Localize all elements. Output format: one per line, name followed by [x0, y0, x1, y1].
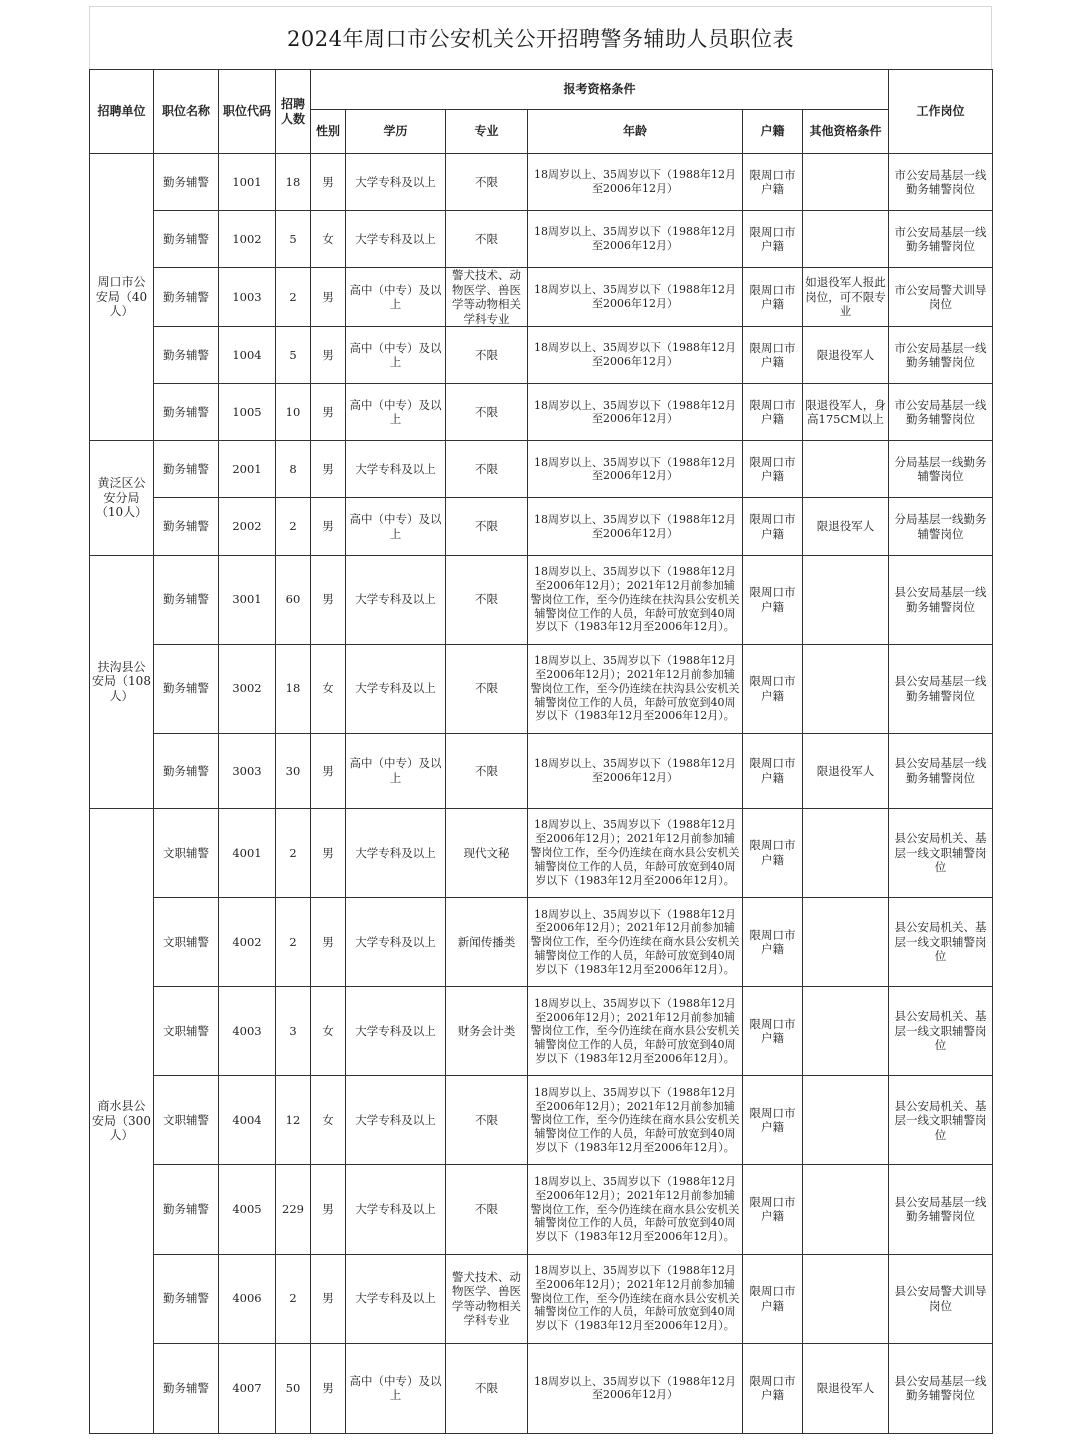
table-row — [90, 555, 993, 644]
position-code-cell: 1004 — [219, 327, 276, 384]
gender-cell: 男 — [311, 268, 346, 327]
other-conditions-cell: 限退役军人 — [803, 1343, 889, 1433]
position-name-cell: 勤务辅警 — [154, 1165, 219, 1254]
work-post-cell: 县公安局机关、基层一线文职辅警岗位 — [889, 808, 993, 897]
gender-cell: 男 — [311, 733, 346, 808]
major-cell: 不限 — [446, 154, 528, 211]
gender-cell: 男 — [311, 327, 346, 384]
header-conditions: 报考资格条件 — [311, 70, 889, 110]
position-code-cell: 1001 — [219, 154, 276, 211]
gender-cell: 男 — [311, 498, 346, 555]
education-cell: 大学专科及以上 — [346, 644, 446, 733]
education-cell: 高中（中专）及以上 — [346, 498, 446, 555]
header-major: 专业 — [446, 110, 528, 154]
position-code-cell: 3001 — [219, 555, 276, 644]
position-name-cell: 文职辅警 — [154, 1076, 219, 1165]
age-cell: 18周岁以上、35周岁以下（1988年12月至2006年12月） — [528, 733, 743, 808]
education-cell: 大学专科及以上 — [346, 1165, 446, 1254]
major-cell: 不限 — [446, 1076, 528, 1165]
table-row — [90, 268, 993, 327]
header-gender: 性别 — [311, 110, 346, 154]
table-row — [90, 1165, 993, 1254]
gender-cell: 男 — [311, 1254, 346, 1343]
education-cell: 高中（中专）及以上 — [346, 327, 446, 384]
recruit-count-cell: 18 — [276, 154, 311, 211]
recruit-count-cell: 5 — [276, 327, 311, 384]
recruit-count-cell: 3 — [276, 987, 311, 1076]
header-count: 招聘人数 — [276, 70, 311, 154]
table-row — [90, 733, 993, 808]
position-name-cell: 文职辅警 — [154, 987, 219, 1076]
major-cell: 不限 — [446, 211, 528, 268]
education-cell: 大学专科及以上 — [346, 898, 446, 987]
position-name-cell: 勤务辅警 — [154, 498, 219, 555]
gender-cell: 男 — [311, 441, 346, 498]
position-code-cell: 1003 — [219, 268, 276, 327]
education-cell: 大学专科及以上 — [346, 211, 446, 268]
age-cell: 18周岁以上、35周岁以下（1988年12月至2006年12月）；2021年12月前参加辅警岗位工作，至今仍连续在商水县公安机关辅警岗位工作的人员，年龄可放宽到40周岁以下（1983年12月至2006年12月）。 — [528, 1076, 743, 1165]
recruiting-unit-cell: 黄泛区公安分局（10人） — [90, 441, 154, 555]
work-post-cell: 市公安局警犬训导岗位 — [889, 268, 993, 327]
other-conditions-cell — [803, 808, 889, 897]
gender-cell: 男 — [311, 1165, 346, 1254]
other-conditions-cell: 限退役军人，身高175CM以上 — [803, 384, 889, 441]
recruit-count-cell: 5 — [276, 211, 311, 268]
age-cell: 18周岁以上、35周岁以下（1988年12月至2006年12月）；2021年12月前参加辅警岗位工作，至今仍连续在商水县公安机关辅警岗位工作的人员，年龄可放宽到40周岁以下（1983年12月至2006年12月）。 — [528, 987, 743, 1076]
header-age: 年龄 — [528, 110, 743, 154]
hukou-cell: 限周口市户籍 — [743, 1254, 803, 1343]
education-cell: 大学专科及以上 — [346, 154, 446, 211]
work-post-cell: 县公安局机关、基层一线文职辅警岗位 — [889, 1076, 993, 1165]
education-cell: 大学专科及以上 — [346, 1254, 446, 1343]
position-name-cell: 勤务辅警 — [154, 555, 219, 644]
major-cell: 不限 — [446, 384, 528, 441]
age-cell: 18周岁以上、35周岁以下（1988年12月至2006年12月）；2021年12月前参加辅警岗位工作，至今仍连续在扶沟县公安机关辅警岗位工作的人员，年龄可放宽到40周岁以下（1983年12月至2006年12月）。 — [528, 555, 743, 644]
hukou-cell: 限周口市户籍 — [743, 808, 803, 897]
hukou-cell: 限周口市户籍 — [743, 898, 803, 987]
other-conditions-cell — [803, 898, 889, 987]
work-post-cell: 市公安局基层一线勤务辅警岗位 — [889, 154, 993, 211]
work-post-cell: 县公安局基层一线勤务辅警岗位 — [889, 644, 993, 733]
recruiting-unit-cell: 周口市公安局（40人） — [90, 154, 154, 441]
recruit-count-cell: 8 — [276, 441, 311, 498]
other-conditions-cell — [803, 1165, 889, 1254]
age-cell: 18周岁以上、35周岁以下（1988年12月至2006年12月） — [528, 211, 743, 268]
gender-cell: 男 — [311, 898, 346, 987]
age-cell: 18周岁以上、35周岁以下（1988年12月至2006年12月） — [528, 441, 743, 498]
education-cell: 大学专科及以上 — [346, 987, 446, 1076]
position-code-cell: 4006 — [219, 1254, 276, 1343]
other-conditions-cell — [803, 211, 889, 268]
position-code-cell: 3002 — [219, 644, 276, 733]
education-cell: 高中（中专）及以上 — [346, 1343, 446, 1433]
position-name-cell: 勤务辅警 — [154, 1343, 219, 1433]
major-cell: 不限 — [446, 1343, 528, 1433]
age-cell: 18周岁以上、35周岁以下（1988年12月至2006年12月） — [528, 1343, 743, 1433]
work-post-cell: 市公安局基层一线勤务辅警岗位 — [889, 384, 993, 441]
position-code-cell: 4003 — [219, 987, 276, 1076]
position-code-cell: 4005 — [219, 1165, 276, 1254]
title-box — [89, 6, 992, 69]
work-post-cell: 县公安局基层一线勤务辅警岗位 — [889, 733, 993, 808]
education-cell: 高中（中专）及以上 — [346, 384, 446, 441]
education-cell: 大学专科及以上 — [346, 808, 446, 897]
table-row — [90, 987, 993, 1076]
recruit-count-cell: 30 — [276, 733, 311, 808]
table-row — [90, 898, 993, 987]
work-post-cell: 分局基层一线勤务辅警岗位 — [889, 498, 993, 555]
major-cell: 财务会计类 — [446, 987, 528, 1076]
recruit-count-cell: 18 — [276, 644, 311, 733]
hukou-cell: 限周口市户籍 — [743, 154, 803, 211]
age-cell: 18周岁以上、35周岁以下（1988年12月至2006年12月）；2021年12月前参加辅警岗位工作，至今仍连续在商水县公安机关辅警岗位工作的人员，年龄可放宽到40周岁以下（1983年12月至2006年12月）。 — [528, 808, 743, 897]
gender-cell: 男 — [311, 1343, 346, 1433]
major-cell: 不限 — [446, 555, 528, 644]
other-conditions-cell — [803, 441, 889, 498]
page-title: 2024年周口市公安机关公开招聘警务辅助人员职位表 — [287, 27, 794, 51]
hukou-cell: 限周口市户籍 — [743, 555, 803, 644]
hukou-cell: 限周口市户籍 — [743, 733, 803, 808]
other-conditions-cell: 如退役军人报此岗位，可不限专业 — [803, 268, 889, 327]
age-cell: 18周岁以上、35周岁以下（1988年12月至2006年12月） — [528, 327, 743, 384]
table-row — [90, 1254, 993, 1343]
position-name-cell: 文职辅警 — [154, 808, 219, 897]
header-row-1 — [90, 70, 993, 110]
recruit-count-cell: 60 — [276, 555, 311, 644]
positions-table — [89, 69, 993, 1434]
recruit-count-cell: 2 — [276, 808, 311, 897]
work-post-cell: 县公安局机关、基层一线文职辅警岗位 — [889, 898, 993, 987]
work-post-cell: 市公安局基层一线勤务辅警岗位 — [889, 327, 993, 384]
hukou-cell: 限周口市户籍 — [743, 987, 803, 1076]
hukou-cell: 限周口市户籍 — [743, 1165, 803, 1254]
header-post: 工作岗位 — [889, 70, 993, 154]
gender-cell: 男 — [311, 808, 346, 897]
work-post-cell: 县公安局基层一线勤务辅警岗位 — [889, 555, 993, 644]
age-cell: 18周岁以上、35周岁以下（1988年12月至2006年12月）；2021年12月前参加辅警岗位工作，至今仍连续在扶沟县公安机关辅警岗位工作的人员，年龄可放宽到40周岁以下（1983年12月至2006年12月）。 — [528, 644, 743, 733]
hukou-cell: 限周口市户籍 — [743, 498, 803, 555]
age-cell: 18周岁以上、35周岁以下（1988年12月至2006年12月）；2021年12月前参加辅警岗位工作，至今仍连续在商水县公安机关辅警岗位工作的人员，年龄可放宽到40周岁以下（1983年12月至2006年12月）。 — [528, 1254, 743, 1343]
table-row — [90, 644, 993, 733]
major-cell: 不限 — [446, 441, 528, 498]
position-name-cell: 勤务辅警 — [154, 384, 219, 441]
header-education: 学历 — [346, 110, 446, 154]
recruit-count-cell: 229 — [276, 1165, 311, 1254]
table-row — [90, 154, 993, 211]
major-cell: 不限 — [446, 733, 528, 808]
table-row — [90, 441, 993, 498]
gender-cell: 女 — [311, 1076, 346, 1165]
hukou-cell: 限周口市户籍 — [743, 644, 803, 733]
gender-cell: 男 — [311, 555, 346, 644]
education-cell: 大学专科及以上 — [346, 555, 446, 644]
major-cell: 不限 — [446, 1165, 528, 1254]
age-cell: 18周岁以上、35周岁以下（1988年12月至2006年12月）；2021年12月前参加辅警岗位工作，至今仍连续在商水县公安机关辅警岗位工作的人员，年龄可放宽到40周岁以下（1983年12月至2006年12月）。 — [528, 1165, 743, 1254]
work-post-cell: 县公安局基层一线勤务辅警岗位 — [889, 1165, 993, 1254]
other-conditions-cell — [803, 987, 889, 1076]
table-row — [90, 1343, 993, 1433]
major-cell: 警犬技术、动物医学、兽医学等动物相关学科专业 — [446, 1254, 528, 1343]
other-conditions-cell — [803, 1254, 889, 1343]
position-code-cell: 2002 — [219, 498, 276, 555]
document-page — [89, 6, 992, 1436]
major-cell: 警犬技术、动物医学、兽医学等动物相关学科专业 — [446, 268, 528, 327]
gender-cell: 男 — [311, 154, 346, 211]
recruit-count-cell: 2 — [276, 898, 311, 987]
position-name-cell: 勤务辅警 — [154, 268, 219, 327]
position-code-cell: 4002 — [219, 898, 276, 987]
other-conditions-cell — [803, 1076, 889, 1165]
header-other: 其他资格条件 — [803, 110, 889, 154]
header-position-name: 职位名称 — [154, 70, 219, 154]
recruiting-unit-cell: 扶沟县公安局（108人） — [90, 555, 154, 808]
hukou-cell: 限周口市户籍 — [743, 211, 803, 268]
education-cell: 高中（中专）及以上 — [346, 268, 446, 327]
position-name-cell: 勤务辅警 — [154, 327, 219, 384]
work-post-cell: 县公安局基层一线勤务辅警岗位 — [889, 1343, 993, 1433]
other-conditions-cell — [803, 555, 889, 644]
major-cell: 不限 — [446, 644, 528, 733]
gender-cell: 女 — [311, 987, 346, 1076]
hukou-cell: 限周口市户籍 — [743, 268, 803, 327]
age-cell: 18周岁以上、35周岁以下（1988年12月至2006年12月）；2021年12月前参加辅警岗位工作，至今仍连续在商水县公安机关辅警岗位工作的人员，年龄可放宽到40周岁以下（1983年12月至2006年12月）。 — [528, 898, 743, 987]
education-cell: 大学专科及以上 — [346, 1076, 446, 1165]
other-conditions-cell: 限退役军人 — [803, 733, 889, 808]
position-code-cell: 2001 — [219, 441, 276, 498]
recruit-count-cell: 10 — [276, 384, 311, 441]
table-body — [90, 154, 993, 1434]
gender-cell: 女 — [311, 644, 346, 733]
position-name-cell: 勤务辅警 — [154, 1254, 219, 1343]
age-cell: 18周岁以上、35周岁以下（1988年12月至2006年12月） — [528, 154, 743, 211]
major-cell: 不限 — [446, 327, 528, 384]
gender-cell: 女 — [311, 211, 346, 268]
recruit-count-cell: 2 — [276, 268, 311, 327]
position-code-cell: 1005 — [219, 384, 276, 441]
position-name-cell: 勤务辅警 — [154, 733, 219, 808]
header-unit: 招聘单位 — [90, 70, 154, 154]
work-post-cell: 市公安局基层一线勤务辅警岗位 — [889, 211, 993, 268]
table-row — [90, 327, 993, 384]
other-conditions-cell: 限退役军人 — [803, 327, 889, 384]
header-hukou: 户籍 — [743, 110, 803, 154]
table-row — [90, 384, 993, 441]
recruiting-unit-cell: 商水县公安局（300人） — [90, 808, 154, 1433]
gender-cell: 男 — [311, 384, 346, 441]
position-name-cell: 勤务辅警 — [154, 211, 219, 268]
position-code-cell: 1002 — [219, 211, 276, 268]
header-code: 职位代码 — [219, 70, 276, 154]
position-code-cell: 3003 — [219, 733, 276, 808]
other-conditions-cell — [803, 644, 889, 733]
position-name-cell: 勤务辅警 — [154, 644, 219, 733]
work-post-cell: 分局基层一线勤务辅警岗位 — [889, 441, 993, 498]
hukou-cell: 限周口市户籍 — [743, 1076, 803, 1165]
education-cell: 大学专科及以上 — [346, 441, 446, 498]
position-code-cell: 4001 — [219, 808, 276, 897]
hukou-cell: 限周口市户籍 — [743, 384, 803, 441]
age-cell: 18周岁以上、35周岁以下（1988年12月至2006年12月） — [528, 268, 743, 327]
major-cell: 新闻传播类 — [446, 898, 528, 987]
recruit-count-cell: 2 — [276, 1254, 311, 1343]
table-row — [90, 808, 993, 897]
major-cell: 现代文秘 — [446, 808, 528, 897]
position-name-cell: 勤务辅警 — [154, 441, 219, 498]
table-row — [90, 1076, 993, 1165]
hukou-cell: 限周口市户籍 — [743, 441, 803, 498]
age-cell: 18周岁以上、35周岁以下（1988年12月至2006年12月） — [528, 384, 743, 441]
hukou-cell: 限周口市户籍 — [743, 327, 803, 384]
age-cell: 18周岁以上、35周岁以下（1988年12月至2006年12月） — [528, 498, 743, 555]
work-post-cell: 县公安局警犬训导岗位 — [889, 1254, 993, 1343]
recruit-count-cell: 50 — [276, 1343, 311, 1433]
table-row — [90, 211, 993, 268]
position-name-cell: 勤务辅警 — [154, 154, 219, 211]
other-conditions-cell: 限退役军人 — [803, 498, 889, 555]
hukou-cell: 限周口市户籍 — [743, 1343, 803, 1433]
recruit-count-cell: 2 — [276, 498, 311, 555]
other-conditions-cell — [803, 154, 889, 211]
major-cell: 不限 — [446, 498, 528, 555]
position-code-cell: 4004 — [219, 1076, 276, 1165]
work-post-cell: 县公安局机关、基层一线文职辅警岗位 — [889, 987, 993, 1076]
position-name-cell: 文职辅警 — [154, 898, 219, 987]
recruit-count-cell: 12 — [276, 1076, 311, 1165]
position-code-cell: 4007 — [219, 1343, 276, 1433]
table-row — [90, 498, 993, 555]
education-cell: 高中（中专）及以上 — [346, 733, 446, 808]
